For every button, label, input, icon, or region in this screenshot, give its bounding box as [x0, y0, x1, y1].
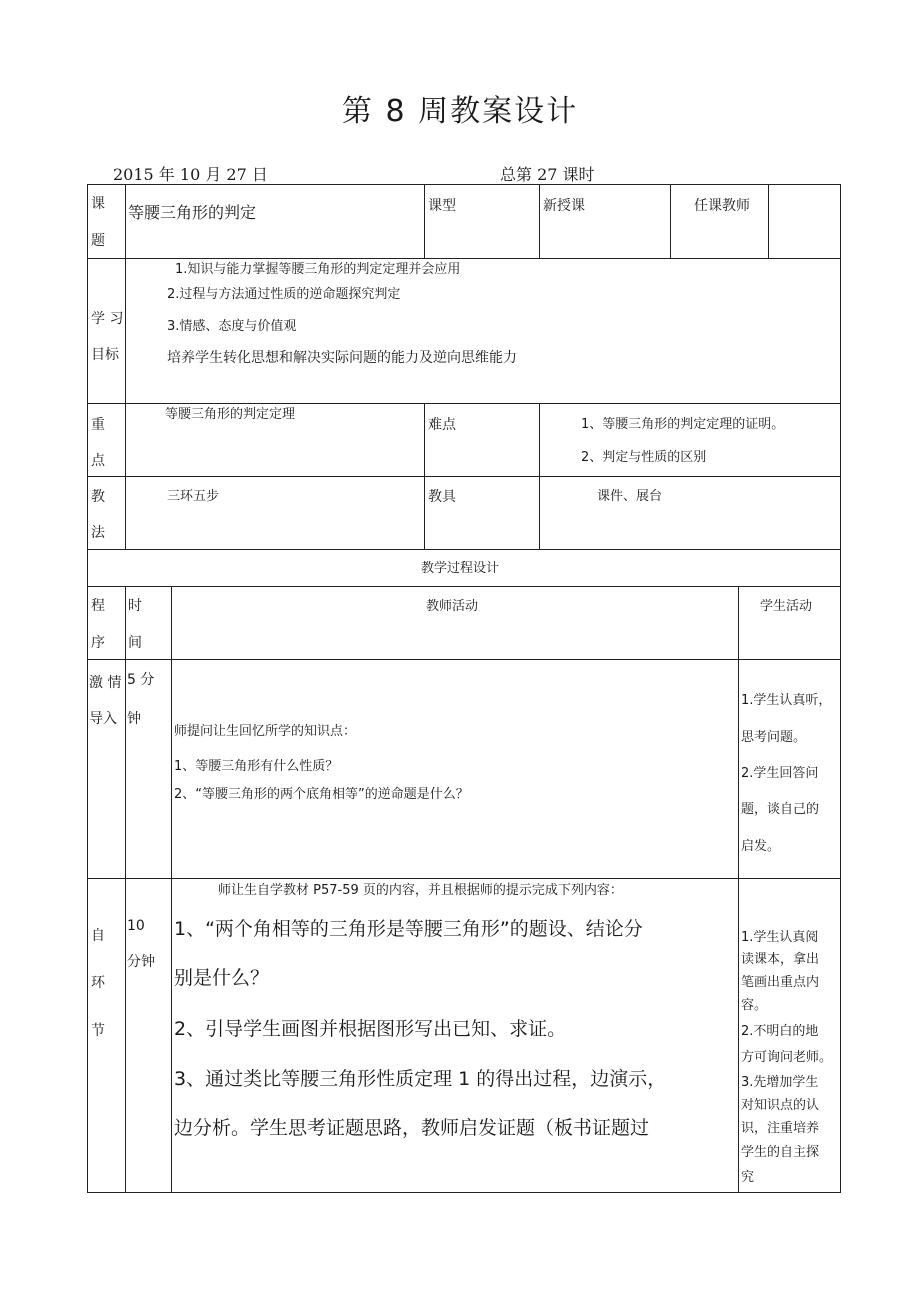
- table-border: [87, 184, 841, 185]
- table-border: [87, 549, 841, 550]
- student-line: 读课本，拿出: [741, 952, 820, 967]
- time-header: 时: [128, 598, 142, 614]
- table-border: [738, 586, 739, 1193]
- table-border: [125, 586, 126, 1193]
- goal-item: 2.过程与方法通过性质的逆命题探究判定: [167, 287, 401, 302]
- section-name: 节: [91, 1023, 105, 1039]
- total-period: 总第 27 课时: [500, 165, 595, 184]
- section-name: 环: [91, 975, 105, 991]
- student-line: 识，注重培养: [741, 1121, 820, 1136]
- table-border: [87, 1192, 841, 1193]
- teacher-line: 别是什么？: [174, 967, 270, 989]
- process-title: 教学过程设计: [420, 561, 499, 576]
- section-name: 自: [91, 928, 105, 944]
- table-border: [424, 184, 425, 258]
- student-line: 容。: [741, 998, 768, 1013]
- section-name: 激 情: [89, 675, 122, 691]
- teacher-line: 2、“等腰三角形的两个底角相等”的逆命题是什么？: [174, 787, 469, 802]
- goal-item: 1.知识与能力掌握等腰三角形的判定定理并会应用: [175, 262, 461, 277]
- table-border: [768, 184, 769, 258]
- table-border: [840, 184, 841, 1193]
- step-header: 序: [91, 635, 105, 651]
- table-border: [424, 403, 425, 549]
- tools-label: 教具: [428, 489, 456, 505]
- table-border: [87, 586, 841, 587]
- table-border: [87, 878, 841, 879]
- difficulty-item: 1、等腰三角形的判定定理的证明。: [581, 417, 785, 432]
- teacher-label: 任课教师: [694, 198, 750, 214]
- lesson-date: 2015 年 10 月 27 日: [113, 165, 268, 184]
- table-border: [87, 258, 841, 259]
- method-label: 法: [91, 525, 105, 541]
- page-title: 第 8 周教案设计: [341, 94, 579, 129]
- course-type-value: 新授课: [543, 198, 585, 214]
- teacher-line: 1、“两个角相等的三角形是等腰三角形”的题设、结论分: [174, 918, 643, 940]
- topic-label: 题: [91, 233, 105, 249]
- student-line: 2.学生回答问: [741, 766, 819, 781]
- teacher-activity-header: 教师活动: [426, 599, 479, 614]
- table-border: [87, 403, 841, 404]
- topic-value: 等腰三角形的判定: [128, 203, 257, 222]
- focus-label: 重: [91, 417, 105, 433]
- student-line: 对知识点的认: [741, 1098, 820, 1113]
- teacher-line: 师提问让生回忆所学的知识点：: [174, 724, 357, 739]
- teacher-line: 3、通过类比等腰三角形性质定理 1 的得出过程，边演示，: [174, 1068, 667, 1090]
- table-border: [125, 184, 126, 549]
- section-time: 分钟: [127, 954, 155, 970]
- section-name: 导入: [89, 711, 117, 727]
- student-line: 笔画出重点内: [741, 975, 820, 990]
- student-line: 3.先增加学生: [741, 1075, 819, 1090]
- table-border: [539, 184, 540, 258]
- difficulty-label: 难点: [428, 417, 456, 433]
- student-line: 方可询问老师。: [741, 1050, 833, 1065]
- teacher-line: 2、引导学生画图并根据图形写出已知、求证。: [174, 1018, 567, 1040]
- course-type-label: 课型: [428, 198, 456, 214]
- time-header: 间: [128, 635, 142, 651]
- topic-label: 课: [91, 196, 105, 212]
- focus-label: 点: [91, 453, 105, 469]
- section-time: 钟: [127, 711, 141, 727]
- teacher-intro: 师让生自学教材 P57-59 页的内容，并且根据师的提示完成下列内容：: [218, 883, 623, 898]
- goals-label: 学 习: [91, 311, 124, 327]
- focus-value: 等腰三角形的判定定理: [165, 407, 296, 422]
- table-border: [171, 586, 172, 1193]
- method-label: 教: [91, 489, 105, 505]
- student-line: 2.不明白的地: [741, 1024, 819, 1039]
- student-line: 思考问题。: [741, 730, 807, 745]
- step-header: 程: [91, 598, 105, 614]
- teacher-line: 1、等腰三角形有什么性质？: [174, 759, 339, 774]
- difficulty-item: 2、判定与性质的区别: [581, 450, 707, 465]
- goal-item: 培养学生转化思想和解决实际问题的能力及逆向思维能力: [167, 350, 517, 366]
- goal-item: 3.情感、态度与价值观: [167, 319, 297, 334]
- section-time: 5 分: [127, 672, 155, 688]
- student-line: 学生的自主探: [741, 1145, 820, 1160]
- table-border: [670, 184, 671, 258]
- student-line: 1.学生认真阅: [741, 930, 819, 945]
- table-border: [539, 403, 540, 549]
- student-line: 题，谈自己的: [741, 802, 820, 817]
- student-line: 1.学生认真听，: [741, 693, 832, 708]
- table-border: [87, 184, 88, 1193]
- student-activity-header: 学生活动: [760, 599, 813, 614]
- section-time: 10: [127, 918, 145, 934]
- table-border: [87, 476, 841, 477]
- teacher-line: 边分析。学生思考证题思路，教师启发证题（板书证题过: [174, 1117, 650, 1139]
- method-value: 三环五步: [167, 489, 220, 504]
- tools-value: 课件、展台: [597, 489, 663, 504]
- student-line: 究: [741, 1170, 755, 1185]
- goals-label: 目标: [91, 347, 119, 363]
- table-border: [87, 659, 841, 660]
- student-line: 启发。: [741, 839, 781, 854]
